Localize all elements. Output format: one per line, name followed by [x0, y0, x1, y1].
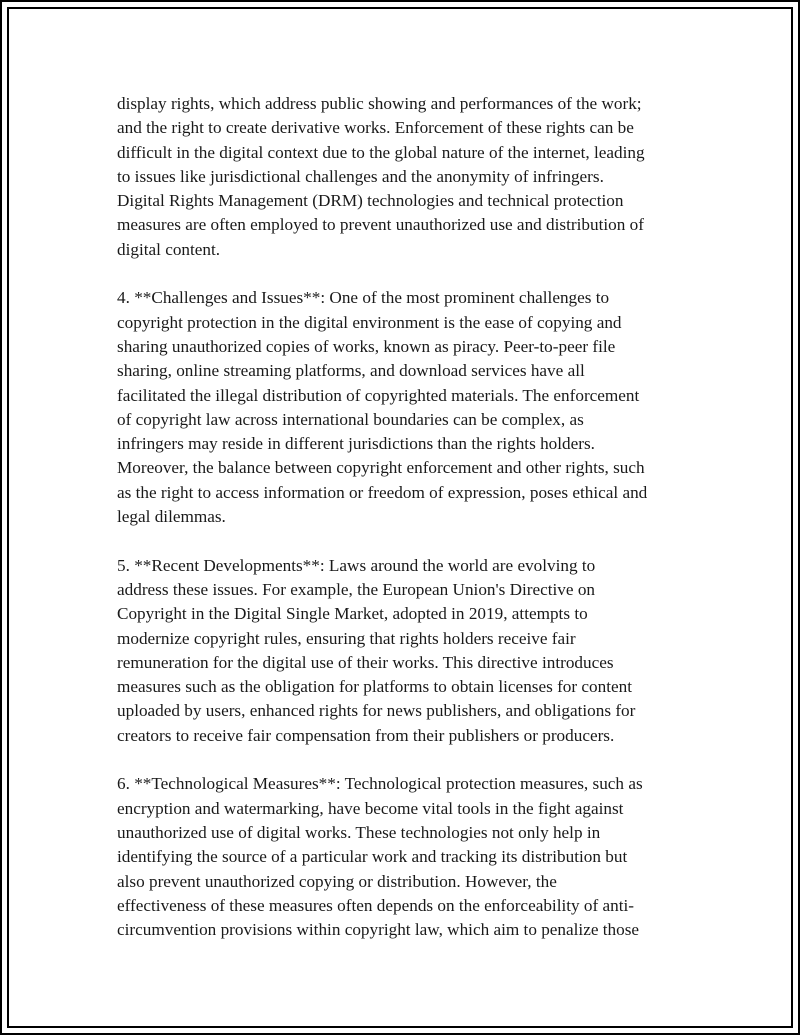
document-body — [117, 92, 689, 967]
paragraph-technological-measures: 6. **Technological Measures**: Technological protection measures, such as encryption and watermarking, have become vital tools in the fight against unauthorized use of digital works. These technologies not only help in identifying the source of a particular work and tracking its distribution but also prevent unauthorized copying or distribution. However, the effectiveness of these measures often depends on the enforceability of anti- circumvention provisions within copyright law, which aim to penalize those — [117, 774, 643, 940]
paragraph-display-rights: display rights, which address public showing and performances of the work; and the right to create derivative works. Enforcement of these rights can be difficult in the digital context due to the global nature of the internet, leading to issues like jurisdictional challenges and the anonymity of infringers. Digital Rights Management (DRM) technologies and technical protection measures are often employed to prevent unauthorized use and distribution of digital content. — [117, 94, 645, 259]
paragraph-challenges-and-issues: 4. **Challenges and Issues**: One of the most prominent challenges to copyright protection in the digital environment is the ease of copying and sharing unauthorized copies of works, known as piracy. Peer-to-peer file sharing, online streaming platforms, and download services have all facilitated the illegal distribution of copyrighted materials. The enforcement of copyright law across international boundaries can be complex, as infringers may reside in different jurisdictions than the rights holders. Moreover, the balance between copyright enforcement and other rights, such as the right to access information or freedom of expression, poses ethical and legal dilemmas. — [117, 288, 648, 527]
paragraph-recent-developments: 5. **Recent Developments**: Laws around the world are evolving to address these issues. For example, the European Union's Directive on Copyright in the Digital Single Market, adopted in 2019, attempts to modernize copyright rules, ensuring that rights holders receive fair remuneration for the digital use of their works. This directive introduces measures such as the obligation for platforms to obtain licenses for content uploaded by users, enhanced rights for news publishers, and obligations for creators to receive fair compensation from their publishers or producers. — [117, 555, 636, 745]
